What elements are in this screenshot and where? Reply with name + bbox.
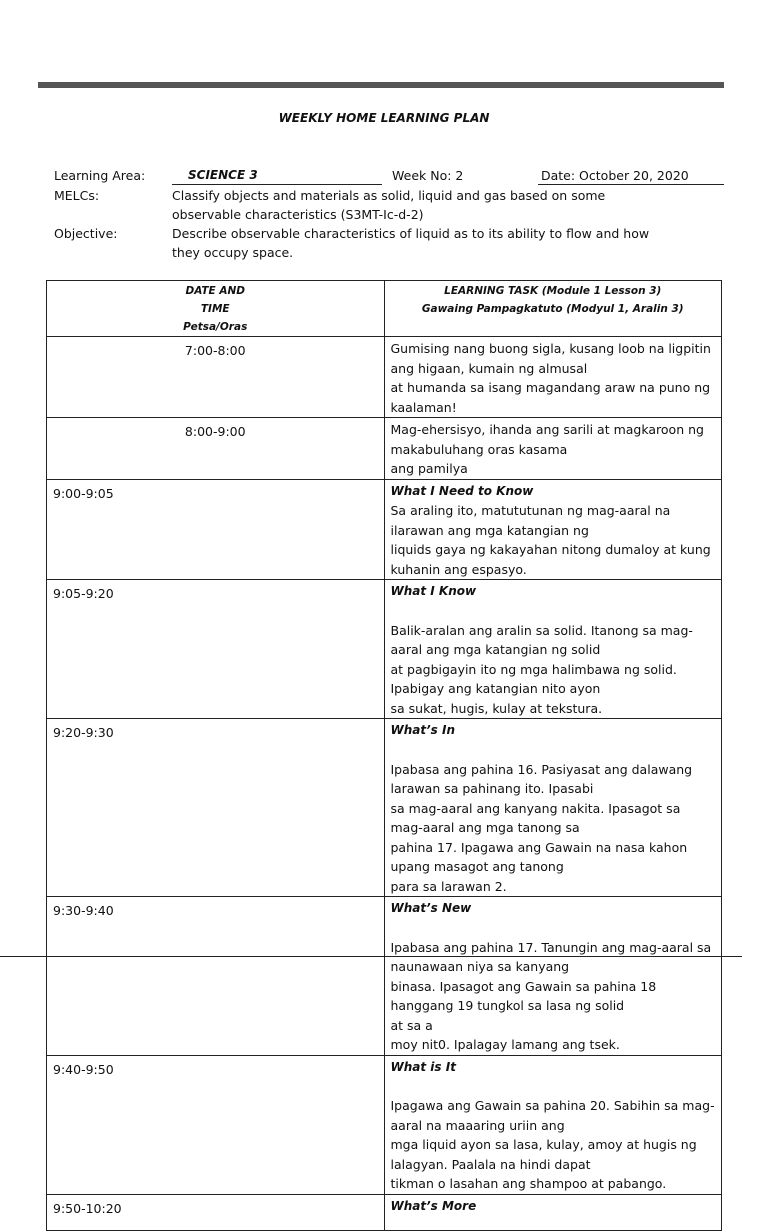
top-rule — [38, 82, 724, 88]
section-title: What is It — [390, 1059, 456, 1074]
table-row — [47, 418, 722, 480]
table-row — [47, 1194, 722, 1230]
page-title: WEEKLY HOME LEARNING PLAN — [278, 111, 490, 125]
task-cell: What’s In Ipabasa ang pahina 16. Pasiyasat ang dalawang larawan sa pahinang ito. Ipasabi sa mag-aaral ang kanyang nakita. Ipasagot sa mag-aaral ang mga tanong sa pahina 17. Ipagawa ang Gawain na nasa kahon upang masagot ang tanong para sa larawan 2. — [384, 719, 722, 897]
task-cell: What I Know Balik-aralan ang aralin sa solid. Itanong sa mag-aaral ang mga katangian ng solid at pagbigayin ito ng mga halimbawa ng solid. Ipabigay ang katangian nito ayon sa sukat, hugis, kulay at tekstura. — [384, 580, 722, 719]
date-underline — [538, 166, 724, 185]
time-cell: 9:30-9:40 — [47, 897, 385, 1056]
task-cell: What is It Ipagawa ang Gawain sa pahina 20. Sabihin sa mag-aaral na maaaring uriin ang mga liquid ayon sa lasa, kulay, amoy at hugis ng lalagyan. Paalala na hindi dapat tikman o lasahan ang shampoo at pabango. — [384, 1055, 722, 1194]
bottom-rule — [0, 956, 742, 957]
melcs-label: MELCs: — [54, 188, 100, 203]
learning-area-value: SCIENCE 3 — [188, 168, 258, 182]
section-title: What’s More — [390, 1198, 477, 1213]
table-header-row — [47, 281, 722, 337]
time-cell: 9:00-9:05 — [47, 479, 385, 580]
section-title: What’s New — [390, 901, 472, 915]
task-cell — [384, 1194, 722, 1230]
week-number: Week No: 2 — [392, 168, 464, 183]
time-cell: 9:20-9:30 — [47, 719, 385, 897]
task-cell: Mag-ehersisyo, ihanda ang sarili at magkaroon ng makabuluhang oras kasama ang pamilya — [384, 418, 722, 480]
objective-line-2: they occupy space. — [172, 245, 294, 260]
learning-plan-table — [46, 280, 722, 1231]
task-cell: What’s New Ipabasa ang pahina 17. Tanungin ang mag-aaral sa naunawaan niya sa kanyang binasa. Ipasagot ang Gawain sa pahina 18 hanggang 19 tungkol sa lasa ng solid at sa a moy nit0. Ipalagay lamang ang tsek. — [384, 897, 722, 1056]
time-cell: 8:00-9:00 — [47, 418, 385, 480]
table-row — [47, 897, 722, 1056]
time-cell: 9:40-9:50 — [47, 1055, 385, 1194]
date-text: Date: October 20, 2020 — [541, 168, 689, 183]
table-row — [47, 580, 722, 719]
section-title: What I Know — [390, 584, 477, 598]
header-cell-date-time: DATE AND TIME Petsa/Oras — [47, 281, 385, 337]
table-row — [47, 337, 722, 418]
objective-label: Objective: — [54, 226, 118, 241]
learning-area-underline — [172, 166, 382, 185]
time-cell: 9:50-10:20 — [47, 1194, 385, 1230]
table-row — [47, 479, 722, 580]
time-cell: 9:05-9:20 — [47, 580, 385, 719]
task-cell: What I Need to Know Sa araling ito, matututunan ng mag-aaral na ilarawan ang mga katangian ng liquids gaya ng kakayahan nitong dumaloy at kung kuhanin ang espasyo. — [384, 479, 722, 580]
learning-area-label: Learning Area: — [54, 168, 146, 183]
melcs-line-2: observable characteristics (S3MT-Ic-d-2) — [172, 207, 424, 222]
section-title: What’s In — [390, 723, 455, 737]
melcs-line-1: Classify objects and materials as solid, liquid and gas based on some — [172, 188, 606, 203]
task-cell: Gumising nang buong sigla, kusang loob na ligpitin ang higaan, kumain ng almusal at humanda sa isang magandang araw na puno ng kaalaman! — [384, 337, 722, 418]
table-row — [47, 1055, 722, 1194]
time-cell: 7:00-8:00 — [47, 337, 385, 418]
objective-line-1: Describe observable characteristics of liquid as to its ability to flow and how — [172, 226, 650, 241]
section-title: What I Need to Know — [390, 483, 534, 498]
header-cell-learning-task: LEARNING TASK (Module 1 Lesson 3) Gawaing Pampagkatuto (Modyul 1, Aralin 3) — [384, 281, 722, 337]
table-row — [47, 719, 722, 897]
